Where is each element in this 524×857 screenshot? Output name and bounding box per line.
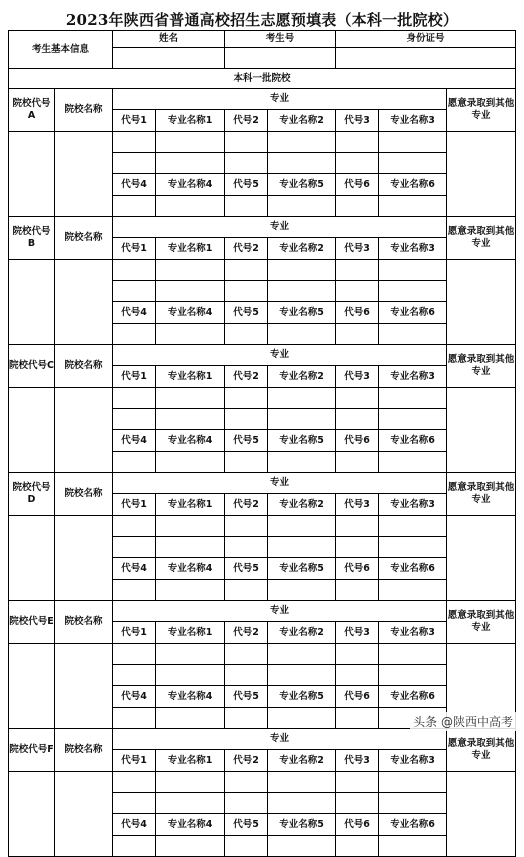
major-input-cell[interactable] (336, 580, 379, 601)
major-name-label: 专业名称4 (156, 174, 225, 196)
major-input-cell[interactable] (225, 409, 268, 430)
school-name-input-cell[interactable] (55, 132, 113, 217)
major-input-cell[interactable] (225, 324, 268, 345)
accept-other-major-label: 愿意录取到其他专业 (447, 601, 516, 644)
major-input-cell[interactable] (113, 196, 156, 217)
name-label: 姓名 (113, 31, 225, 48)
major-name-label: 专业名称4 (156, 558, 225, 580)
major-input-cell[interactable] (379, 153, 447, 174)
school-name-input-cell[interactable] (55, 516, 113, 601)
major-input-cell[interactable] (225, 665, 268, 686)
major-name-label: 专业名称5 (268, 430, 336, 452)
major-input-cell[interactable] (379, 409, 447, 430)
major-input-cell[interactable] (156, 153, 225, 174)
major-header: 专业 (113, 89, 447, 110)
school-code-input-cell[interactable] (9, 644, 55, 729)
major-input-cell[interactable] (156, 388, 225, 409)
school-name-input-cell[interactable] (55, 260, 113, 345)
school-name-label: 院校名称 (55, 729, 113, 772)
major-code-label: 代号3 (336, 238, 379, 260)
major-code-label: 代号4 (113, 686, 156, 708)
major-input-cell[interactable] (379, 793, 447, 814)
major-name-label: 专业名称1 (156, 622, 225, 644)
major-name-label: 专业名称2 (268, 750, 336, 772)
major-input-cell[interactable] (113, 153, 156, 174)
major-code-label: 代号6 (336, 430, 379, 452)
major-name-label: 专业名称3 (379, 366, 447, 388)
major-name-label: 专业名称2 (268, 366, 336, 388)
major-code-label: 代号6 (336, 686, 379, 708)
major-name-label: 专业名称4 (156, 686, 225, 708)
id-number-label: 身份证号 (336, 31, 516, 48)
major-code-label: 代号3 (336, 110, 379, 132)
major-input-cell[interactable] (225, 260, 268, 281)
major-code-label: 代号6 (336, 174, 379, 196)
major-name-label: 专业名称5 (268, 686, 336, 708)
major-input-cell[interactable] (113, 772, 156, 793)
major-input-cell[interactable] (268, 132, 336, 153)
major-name-label: 专业名称3 (379, 494, 447, 516)
school-code-input-cell[interactable] (9, 132, 55, 217)
major-input-cell[interactable] (268, 644, 336, 665)
major-code-label: 代号2 (225, 110, 268, 132)
major-input-cell[interactable] (113, 260, 156, 281)
school-code-label: 院校代号F (9, 729, 55, 772)
school-code-input-cell[interactable] (9, 388, 55, 473)
major-name-label: 专业名称6 (379, 174, 447, 196)
name-input-cell[interactable] (113, 48, 225, 69)
major-code-label: 代号1 (113, 750, 156, 772)
accept-other-major-label: 愿意录取到其他专业 (447, 89, 516, 132)
major-input-cell[interactable] (268, 537, 336, 558)
major-input-cell[interactable] (268, 580, 336, 601)
major-code-label: 代号4 (113, 558, 156, 580)
major-input-cell[interactable] (113, 644, 156, 665)
major-code-label: 代号4 (113, 302, 156, 324)
major-code-label: 代号3 (336, 366, 379, 388)
major-input-cell[interactable] (379, 388, 447, 409)
major-input-cell[interactable] (113, 836, 156, 857)
major-input-cell[interactable] (336, 452, 379, 473)
major-input-cell[interactable] (268, 793, 336, 814)
major-input-cell[interactable] (156, 409, 225, 430)
major-input-cell[interactable] (268, 452, 336, 473)
major-input-cell[interactable] (268, 409, 336, 430)
school-code-input-cell[interactable] (9, 516, 55, 601)
major-input-cell[interactable] (113, 281, 156, 302)
major-input-cell[interactable] (268, 324, 336, 345)
accept-other-major-label: 愿意录取到其他专业 (447, 217, 516, 260)
major-input-cell[interactable] (113, 452, 156, 473)
basic-info-label: 考生基本信息 (9, 31, 113, 69)
major-input-cell[interactable] (336, 260, 379, 281)
major-name-label: 专业名称2 (268, 494, 336, 516)
major-name-label: 专业名称1 (156, 110, 225, 132)
major-input-cell[interactable] (113, 132, 156, 153)
major-input-cell[interactable] (268, 516, 336, 537)
school-name-label: 院校名称 (55, 473, 113, 516)
major-name-label: 专业名称2 (268, 110, 336, 132)
major-code-label: 代号2 (225, 750, 268, 772)
major-name-label: 专业名称4 (156, 302, 225, 324)
accept-other-major-input-cell[interactable] (447, 388, 516, 473)
major-input-cell[interactable] (225, 516, 268, 537)
major-code-label: 代号2 (225, 622, 268, 644)
major-input-cell[interactable] (379, 580, 447, 601)
major-input-cell[interactable] (225, 132, 268, 153)
major-input-cell[interactable] (225, 793, 268, 814)
major-input-cell[interactable] (336, 324, 379, 345)
major-code-label: 代号1 (113, 622, 156, 644)
major-input-cell[interactable] (156, 516, 225, 537)
school-name-input-cell[interactable] (55, 388, 113, 473)
major-input-cell[interactable] (379, 324, 447, 345)
major-code-label: 代号5 (225, 814, 268, 836)
major-input-cell[interactable] (113, 537, 156, 558)
major-input-cell[interactable] (225, 772, 268, 793)
major-code-label: 代号3 (336, 494, 379, 516)
accept-other-major-input-cell[interactable] (447, 132, 516, 217)
major-input-cell[interactable] (379, 196, 447, 217)
school-name-label: 院校名称 (55, 345, 113, 388)
major-code-label: 代号4 (113, 430, 156, 452)
major-input-cell[interactable] (113, 665, 156, 686)
accept-other-major-label: 愿意录取到其他专业 (447, 473, 516, 516)
major-header: 专业 (113, 729, 447, 750)
major-input-cell[interactable] (379, 452, 447, 473)
application-form-table (8, 30, 516, 857)
major-input-cell[interactable] (336, 708, 379, 729)
major-input-cell[interactable] (336, 281, 379, 302)
major-name-label: 专业名称5 (268, 302, 336, 324)
major-name-label: 专业名称4 (156, 814, 225, 836)
major-code-label: 代号2 (225, 494, 268, 516)
major-name-label: 专业名称6 (379, 302, 447, 324)
major-input-cell[interactable] (336, 388, 379, 409)
major-input-cell[interactable] (268, 708, 336, 729)
major-input-cell[interactable] (225, 644, 268, 665)
major-code-label: 代号5 (225, 174, 268, 196)
major-input-cell[interactable] (379, 281, 447, 302)
major-input-cell[interactable] (156, 281, 225, 302)
major-code-label: 代号1 (113, 366, 156, 388)
major-input-cell[interactable] (225, 708, 268, 729)
major-code-label: 代号3 (336, 622, 379, 644)
major-name-label: 专业名称3 (379, 622, 447, 644)
major-code-label: 代号1 (113, 494, 156, 516)
major-name-label: 专业名称2 (268, 622, 336, 644)
major-input-cell[interactable] (336, 196, 379, 217)
major-input-cell[interactable] (268, 260, 336, 281)
school-code-label: 院校代号A (9, 89, 55, 132)
major-input-cell[interactable] (268, 281, 336, 302)
major-code-label: 代号3 (336, 750, 379, 772)
major-input-cell[interactable] (225, 388, 268, 409)
accept-other-major-label: 愿意录取到其他专业 (447, 729, 516, 772)
major-code-label: 代号6 (336, 302, 379, 324)
major-name-label: 专业名称4 (156, 430, 225, 452)
accept-other-major-label: 愿意录取到其他专业 (447, 345, 516, 388)
major-header: 专业 (113, 345, 447, 366)
major-input-cell[interactable] (268, 836, 336, 857)
major-input-cell[interactable] (379, 132, 447, 153)
major-input-cell[interactable] (225, 153, 268, 174)
school-name-label: 院校名称 (55, 601, 113, 644)
major-header: 专业 (113, 601, 447, 622)
major-header: 专业 (113, 473, 447, 494)
major-name-label: 专业名称2 (268, 238, 336, 260)
major-input-cell[interactable] (268, 388, 336, 409)
major-input-cell[interactable] (156, 260, 225, 281)
major-input-cell[interactable] (268, 772, 336, 793)
major-name-label: 专业名称6 (379, 686, 447, 708)
school-code-label: 院校代号B (9, 217, 55, 260)
accept-other-major-input-cell[interactable] (447, 516, 516, 601)
major-input-cell[interactable] (336, 772, 379, 793)
major-input-cell[interactable] (156, 708, 225, 729)
major-name-label: 专业名称1 (156, 238, 225, 260)
major-code-label: 代号6 (336, 814, 379, 836)
major-input-cell[interactable] (225, 836, 268, 857)
exam-number-label: 考生号 (225, 31, 336, 48)
major-input-cell[interactable] (379, 836, 447, 857)
major-input-cell[interactable] (379, 537, 447, 558)
major-input-cell[interactable] (336, 537, 379, 558)
major-input-cell[interactable] (113, 516, 156, 537)
school-code-input-cell[interactable] (9, 772, 55, 857)
major-name-label: 专业名称1 (156, 494, 225, 516)
major-name-label: 专业名称6 (379, 558, 447, 580)
major-input-cell[interactable] (113, 409, 156, 430)
major-input-cell[interactable] (268, 665, 336, 686)
major-code-label: 代号5 (225, 558, 268, 580)
major-input-cell[interactable] (156, 196, 225, 217)
major-input-cell[interactable] (113, 708, 156, 729)
major-input-cell[interactable] (113, 793, 156, 814)
major-name-label: 专业名称3 (379, 238, 447, 260)
major-code-label: 代号2 (225, 238, 268, 260)
major-input-cell[interactable] (336, 132, 379, 153)
major-input-cell[interactable] (379, 516, 447, 537)
school-name-input-cell[interactable] (55, 772, 113, 857)
major-input-cell[interactable] (336, 665, 379, 686)
major-name-label: 专业名称1 (156, 750, 225, 772)
major-code-label: 代号5 (225, 302, 268, 324)
major-code-label: 代号6 (336, 558, 379, 580)
major-header: 专业 (113, 217, 447, 238)
major-input-cell[interactable] (156, 772, 225, 793)
major-code-label: 代号2 (225, 366, 268, 388)
major-input-cell[interactable] (156, 537, 225, 558)
major-name-label: 专业名称3 (379, 110, 447, 132)
major-input-cell[interactable] (225, 281, 268, 302)
school-name-label: 院校名称 (55, 217, 113, 260)
major-input-cell[interactable] (268, 153, 336, 174)
school-name-input-cell[interactable] (55, 644, 113, 729)
school-code-label: 院校代号C (9, 345, 55, 388)
school-code-input-cell[interactable] (9, 260, 55, 345)
accept-other-major-input-cell[interactable] (447, 772, 516, 857)
major-input-cell[interactable] (156, 580, 225, 601)
school-code-label: 院校代号E (9, 601, 55, 644)
major-input-cell[interactable] (156, 665, 225, 686)
major-input-cell[interactable] (336, 836, 379, 857)
major-input-cell[interactable] (336, 644, 379, 665)
major-code-label: 代号1 (113, 110, 156, 132)
major-name-label: 专业名称5 (268, 558, 336, 580)
school-name-label: 院校名称 (55, 89, 113, 132)
major-input-cell[interactable] (225, 452, 268, 473)
major-input-cell[interactable] (113, 388, 156, 409)
major-input-cell[interactable] (268, 196, 336, 217)
accept-other-major-input-cell[interactable] (447, 260, 516, 345)
major-name-label: 专业名称6 (379, 814, 447, 836)
major-input-cell[interactable] (113, 580, 156, 601)
major-input-cell[interactable] (379, 644, 447, 665)
exam-number-input-cell[interactable] (225, 48, 336, 69)
major-input-cell[interactable] (156, 644, 225, 665)
major-input-cell[interactable] (113, 324, 156, 345)
major-code-label: 代号5 (225, 686, 268, 708)
major-input-cell[interactable] (379, 260, 447, 281)
major-input-cell[interactable] (156, 132, 225, 153)
major-name-label: 专业名称6 (379, 430, 447, 452)
id-number-input-cell[interactable] (336, 48, 516, 69)
major-input-cell[interactable] (336, 516, 379, 537)
major-name-label: 专业名称5 (268, 814, 336, 836)
watermark: 头条 @陕西中高考 (410, 712, 516, 731)
major-name-label: 专业名称5 (268, 174, 336, 196)
school-code-label: 院校代号D (9, 473, 55, 516)
major-input-cell[interactable] (156, 793, 225, 814)
major-input-cell[interactable] (336, 153, 379, 174)
major-code-label: 代号4 (113, 814, 156, 836)
major-input-cell[interactable] (225, 196, 268, 217)
major-name-label: 专业名称1 (156, 366, 225, 388)
major-input-cell[interactable] (336, 793, 379, 814)
form-title: 2023年陕西省普通高校招生志愿预填表（本科一批院校） (65, 11, 459, 29)
major-input-cell[interactable] (379, 772, 447, 793)
major-input-cell[interactable] (225, 537, 268, 558)
major-input-cell[interactable] (379, 665, 447, 686)
major-input-cell[interactable] (156, 324, 225, 345)
major-name-label: 专业名称3 (379, 750, 447, 772)
major-code-label: 代号4 (113, 174, 156, 196)
major-input-cell[interactable] (336, 409, 379, 430)
section-header: 本科一批院校 (9, 69, 516, 89)
major-code-label: 代号5 (225, 430, 268, 452)
major-input-cell[interactable] (156, 452, 225, 473)
major-code-label: 代号1 (113, 238, 156, 260)
major-input-cell[interactable] (156, 836, 225, 857)
major-input-cell[interactable] (225, 580, 268, 601)
